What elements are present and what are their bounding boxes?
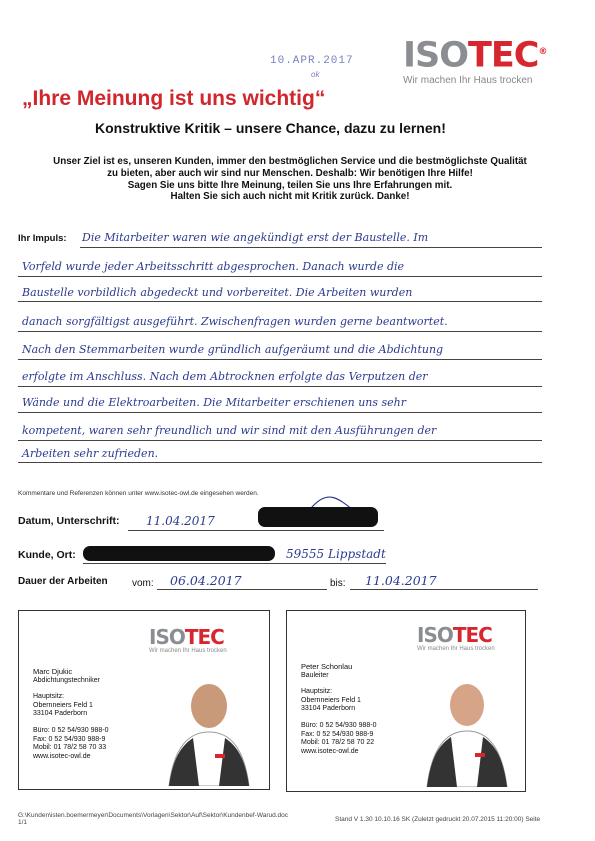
from-label: vom: [132,578,154,589]
to-label: bis: [330,578,346,589]
footer-meta: Stand V 1.30 10.10.16 SK (Zuletzt gedruckt 20.07.2015 11:20:00) Seite [335,816,541,823]
received-stamp: 10.APR.2017 [270,55,354,67]
to-value: 11.04.2017 [365,573,437,588]
reference-note: Kommentare und Referenzen können unter www.isotec-owl.de eingesehen werden. [18,490,259,497]
card-contact: Peter Schonlau Bauleiter Hauptsitz: Obernneiers Feld 1 33104 Paderborn Büro: 0 52 54/930 988-0 Fax: 0 52 54/930 988-9 Mobil: 01 78/2 58 70 22 www.isotec-owl.de [301,662,377,755]
from-value: 06.04.2017 [170,573,242,588]
impulse-line-1: Die Mitarbeiter waren wie angekündigt erst der Baustelle. Im [82,231,429,244]
card-role: Abdichtungstechniker [33,676,100,684]
person-photo [159,666,259,786]
impulse-line-5: Nach den Stemmarbeiten wurde gründlich aufgeräumt und die Abdichtung [22,343,444,356]
card-name: Marc Djukic [33,667,73,676]
impulse-line-6: erfolgte im Anschluss. Nach dem Abtrocknen erfolgte das Verputzen der [22,370,428,383]
impulse-label: Ihr Impuls: [18,233,67,244]
page-title: „Ihre Meinung ist uns wichtig“ [22,87,326,110]
date-signature-value: 11.04.2017 [146,514,215,528]
impulse-line-3: Baustelle vorbildlich abgedeckt und vorbereitet. Die Arbeiten wurden [22,286,413,299]
page-subtitle: Konstruktive Kritik – unsere Chance, dazu zu lernen! [95,120,446,136]
date-signature-label: Datum, Unterschrift: [18,515,120,527]
customer-value: 59555 Lippstadt [286,547,386,561]
stamp-initials: ok [311,70,320,79]
redacted-signature [258,507,378,527]
person-photo [417,665,517,787]
impulse-line-7: Wände und die Elektroarbeiten. Die Mitarbeiter erschienen uns sehr [22,396,407,409]
impulse-line-4: danach sorgfältigst ausgeführt. Zwischenfragen wurden gerne beantwortet. [22,315,448,328]
footer-path: G:\Kunden\isten.boemermeyer\Documents\Vorlagen\Sektor\Auf\Sektor\Kundenbef-Warud.doc 1/1 [18,812,289,826]
card-logo: ISOTEC [417,623,492,647]
card-contact: Marc Djukic Abdichtungstechniker Hauptsitz: Obernneiers Feld 1 33104 Paderborn Büro: 0 52 54/930 988-0 Fax: 0 52 54/930 988-9 Mobil: 01 78/2 58 70 33 www.isotec-owl.de [33,667,109,760]
impulse-line-9: Arbeiten sehr zufrieden. [22,447,159,460]
logo-tagline: Wir machen Ihr Haus trocken [403,74,533,86]
card-logo: ISOTEC [149,625,224,649]
card-name: Peter Schonlau [301,662,353,671]
business-card-1: ISOTEC Wir machen Ihr Haus trocken Marc Djukic Abdichtungstechniker Hauptsitz: Obernneiers Feld 1 33104 Paderborn Büro: 0 52 54/930 988-0 Fax: 0 52 54/930 988-9 Mobil: 01 78/2 58 70 33 www.isotec-owl.de [18,610,270,790]
business-card-2: ISOTEC Wir machen Ihr Haus trocken Peter Schonlau Bauleiter Hauptsitz: Obernneiers Feld 1 33104 Paderborn Büro: 0 52 54/930 988-0 Fax: 0 52 54/930 988-9 Mobil: 01 78/2 58 70 22 www.isotec-owl.de [286,610,526,792]
card-role: Bauleiter [301,671,329,679]
impulse-line-8: kompetent, waren sehr freundlich und wir sind mit den Ausführungen der [22,424,437,437]
isotec-logo: ISOTEC® Wir machen Ihr Haus trocken [403,34,573,86]
redacted-customer [83,546,275,561]
duration-label: Dauer der Arbeiten [18,576,108,587]
customer-label: Kunde, Ort: [18,549,76,561]
impulse-line-2: Vorfeld wurde jeder Arbeitsschritt abgesprochen. Danach wurde die [22,260,405,273]
intro-text: Unser Ziel ist es, unseren Kunden, immer den bestmöglichen Service und die bestmöglichste Qualität zu bieten, aber auch wir sind nur Menschen. Deshalb: Wir benötigen Ihre Hilfe! Sagen Sie uns bitte Ihre Meinung, teilen Sie uns Ihre Erfahrungen mit. Halten Sie sich auch nicht mit Kritik zurück. Danke! [53,156,527,203]
